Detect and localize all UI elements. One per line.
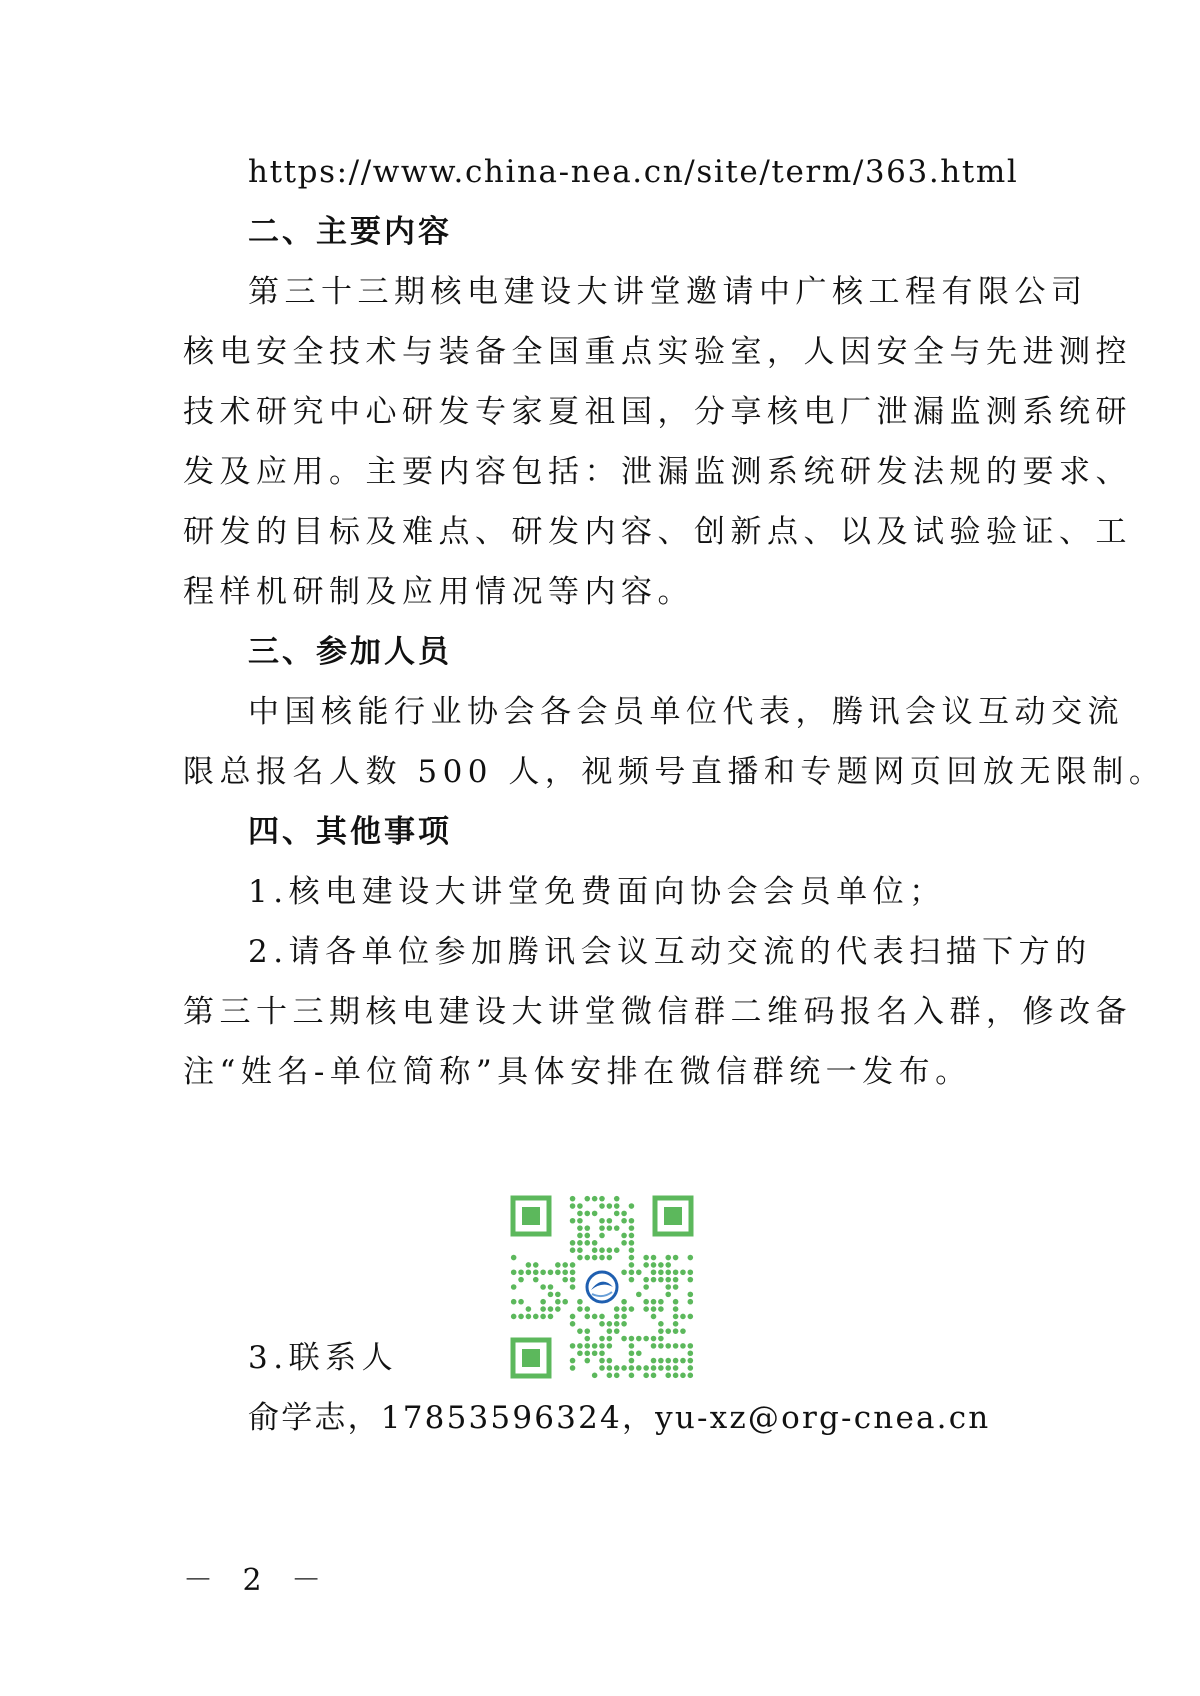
- paragraph-line: 研发的目标及难点、研发内容、创新点、以及试验验证、工: [183, 514, 1132, 550]
- contact-line: 俞学志，17853596324，yu-xz@org-cnea.cn: [248, 1400, 991, 1436]
- paragraph-line: 第三十三期核电建设大讲堂微信群二维码报名入群，修改备: [183, 994, 1132, 1030]
- paragraph-line: 1.核电建设大讲堂免费面向协会会员单位；: [248, 874, 946, 910]
- url-line: https://www.china-nea.cn/site/term/363.html: [248, 154, 1019, 190]
- paragraph-line: 程样机研制及应用情况等内容。: [183, 574, 694, 610]
- section-heading-main-content: 二、主要内容: [248, 214, 452, 250]
- paragraph-line: 2.请各单位参加腾讯会议互动交流的代表扫描下方的: [248, 934, 1092, 970]
- page-number: － 2 －: [183, 1563, 332, 1598]
- section-heading-participants: 三、参加人员: [248, 634, 452, 670]
- contact-label: 3.联系人: [248, 1340, 399, 1376]
- paragraph-line: 发及应用。主要内容包括：泄漏监测系统研发法规的要求、: [183, 454, 1132, 490]
- paragraph-line: 技术研究中心研发专家夏祖国，分享核电厂泄漏监测系统研: [183, 394, 1132, 430]
- qr-center-logo-icon: [587, 1272, 617, 1302]
- section-heading-other-matters: 四、其他事项: [248, 814, 452, 850]
- paragraph-line: 中国核能行业协会各会员单位代表，腾讯会议互动交流: [248, 694, 1124, 730]
- paragraph-line: 第三十三期核电建设大讲堂邀请中广核工程有限公司: [248, 274, 1088, 310]
- paragraph-line: 核电安全技术与装备全国重点实验室，人因安全与先进测控: [183, 334, 1132, 370]
- paragraph-line: 限总报名人数 500 人，视频号直播和专题网页回放无限制。: [183, 754, 1166, 790]
- paragraph-line: 注“姓名-单位简称”具体安排在微信群统一发布。: [183, 1054, 972, 1090]
